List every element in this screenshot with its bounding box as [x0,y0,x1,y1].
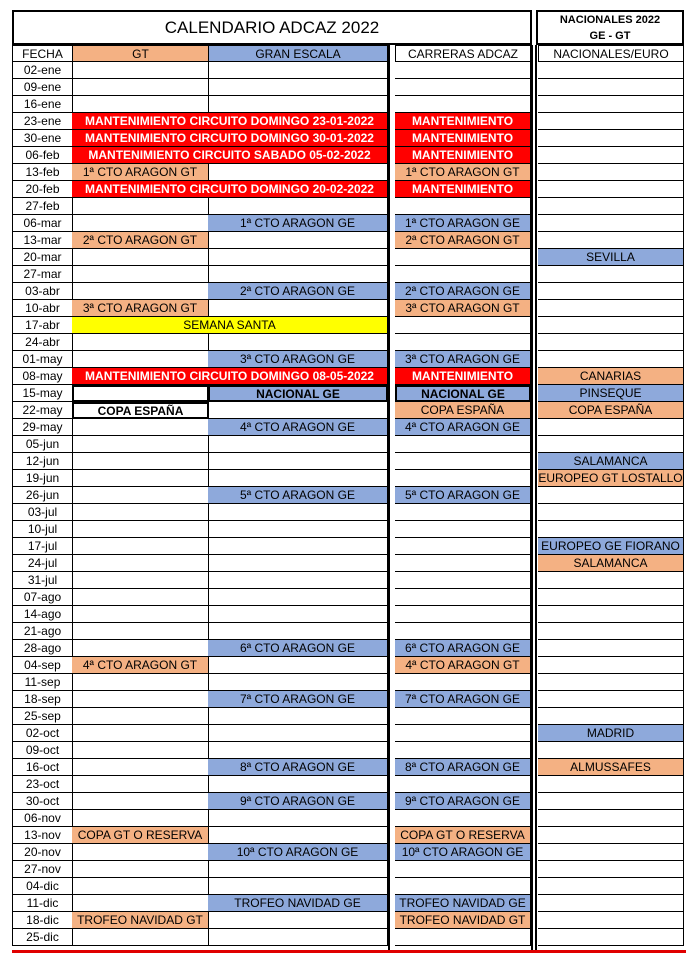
column-divider [535,45,537,950]
gt-cell: 2ª CTO ARAGON GT [72,232,209,249]
date-cell: 10-jul [12,521,73,538]
nacionales-cell [538,351,684,368]
gran-escala-cell: TROFEO NAVIDAD GE [208,895,388,912]
carreras-cell: 2ª CTO ARAGON GT [395,232,531,249]
gt-cell [72,759,209,776]
date-cell: 13-feb [12,164,73,181]
carreras-cell [395,623,531,640]
gt-cell [72,62,209,79]
gran-escala-cell [208,674,388,691]
gt-cell [72,572,209,589]
carreras-cell [395,589,531,606]
header-gran-escala-label: GRAN ESCALA [255,46,341,61]
gran-escala-cell [208,453,388,470]
nacionales-cell [538,912,684,929]
gt-cell [72,351,209,368]
carreras-cell [395,79,531,96]
gt-cell [72,691,209,708]
date-cell: 03-jul [12,504,73,521]
nacionales-cell [538,810,684,827]
gt-cell [72,861,209,878]
date-cell: 01-may [12,351,73,368]
gt-cell: 4ª CTO ARAGON GT [72,657,209,674]
carreras-cell [395,62,531,79]
gt-cell [72,521,209,538]
carreras-cell: MANTENIMIENTO [395,368,531,385]
carreras-cell [395,317,531,334]
carreras-cell [395,810,531,827]
gran-escala-cell: 1ª CTO ARAGON GE [208,215,388,232]
gran-escala-cell: 4ª CTO ARAGON GE [208,419,388,436]
date-cell: 24-abr [12,334,73,351]
gran-escala-cell [208,589,388,606]
gt-cell [72,198,209,215]
date-cell: 22-may [12,402,73,419]
gran-escala-cell: 3ª CTO ARAGON GE [208,351,388,368]
carreras-cell: 3ª CTO ARAGON GT [395,300,531,317]
carreras-cell [395,521,531,538]
nacionales-cell [538,742,684,759]
carreras-cell [395,266,531,283]
date-cell: 30-oct [12,793,73,810]
carreras-cell: 5ª CTO ARAGON GE [395,487,531,504]
gran-escala-cell: 10ª CTO ARAGON GE [208,844,388,861]
gt-cell [72,419,209,436]
date-cell: 23-oct [12,776,73,793]
event-span-cell: MANTENIMIENTO CIRCUITO SABADO 05-02-2022 [72,147,388,164]
date-cell: 23-ene [12,113,73,130]
nacionales-cell [538,623,684,640]
gt-cell [72,538,209,555]
header-carreras-label: CARRERAS ADCAZ [407,46,519,61]
date-cell: 29-may [12,419,73,436]
date-cell: 10-abr [12,300,73,317]
footer-rule [12,950,686,953]
nacionales-cell [538,793,684,810]
nacionales-cell: MADRID [538,725,684,742]
gran-escala-cell: 9ª CTO ARAGON GE [208,793,388,810]
gt-cell: COPA ESPAÑA [72,402,209,419]
carreras-cell: 9ª CTO ARAGON GE [395,793,531,810]
nacionales-cell [538,198,684,215]
date-cell: 19-jun [12,470,73,487]
gt-cell [72,96,209,113]
carreras-cell [395,96,531,113]
event-span-cell: SEMANA SANTA [72,317,388,334]
carreras-cell: 7ª CTO ARAGON GE [395,691,531,708]
gran-escala-cell [208,232,388,249]
gran-escala-cell [208,776,388,793]
nacionales-cell [538,232,684,249]
gran-escala-cell [208,504,388,521]
gt-cell: 1ª CTO ARAGON GT [72,164,209,181]
event-span-cell: MANTENIMIENTO CIRCUITO DOMINGO 20-02-2022 [72,181,388,198]
carreras-cell [395,929,531,946]
nacionales-cell [538,606,684,623]
nacionales-cell [538,691,684,708]
nacionales-cell [538,878,684,895]
date-cell: 31-jul [12,572,73,589]
nacionales-cell [538,504,684,521]
gran-escala-cell [208,555,388,572]
carreras-cell [395,504,531,521]
gt-cell [72,793,209,810]
date-cell: 09-ene [12,79,73,96]
nacionales-cell: ALMUSSAFES [538,759,684,776]
gt-cell [72,606,209,623]
nacionales-cell: SALAMANCA [538,453,684,470]
nacionales-cell [538,181,684,198]
nacionales-title [536,10,684,45]
carreras-cell: 4ª CTO ARAGON GE [395,419,531,436]
column-divider [531,45,533,950]
date-cell: 02-oct [12,725,73,742]
carreras-cell [395,436,531,453]
nacionales-cell: SALAMANCA [538,555,684,572]
nacionales-cell: CANARIAS [538,368,684,385]
nacionales-cell [538,657,684,674]
nacionales-cell [538,487,684,504]
gran-escala-cell [208,436,388,453]
carreras-cell: NACIONAL GE [395,385,531,402]
gran-escala-cell [208,912,388,929]
date-cell: 18-sep [12,691,73,708]
date-cell: 17-abr [12,317,73,334]
nacionales-cell [538,147,684,164]
gran-escala-cell: 5ª CTO ARAGON GE [208,487,388,504]
gran-escala-cell [208,708,388,725]
gran-escala-cell [208,861,388,878]
nacionales-cell: COPA ESPAÑA [538,402,684,419]
gran-escala-cell [208,521,388,538]
date-cell: 27-nov [12,861,73,878]
gt-cell [72,266,209,283]
event-span-cell: MANTENIMIENTO CIRCUITO DOMINGO 30-01-2022 [72,130,388,147]
nacionales-cell [538,79,684,96]
date-cell: 27-feb [12,198,73,215]
gran-escala-cell [208,725,388,742]
gran-escala-cell [208,164,388,181]
nacionales-cell [538,776,684,793]
carreras-cell [395,555,531,572]
gt-cell [72,623,209,640]
gran-escala-cell [208,402,388,419]
nacionales-cell [538,895,684,912]
gran-escala-cell [208,62,388,79]
gt-cell [72,504,209,521]
header-carreras [395,45,531,62]
gt-cell [72,725,209,742]
gran-escala-cell [208,929,388,946]
carreras-cell: MANTENIMIENTO [395,113,531,130]
date-cell: 20-mar [12,249,73,266]
gt-cell [72,708,209,725]
date-cell: 12-jun [12,453,73,470]
nacionales-cell: EUROPEO GE FIORANO [538,538,684,555]
nacionales-cell [538,436,684,453]
carreras-cell [395,606,531,623]
gt-cell [72,810,209,827]
nacionales-cell [538,300,684,317]
carreras-cell: MANTENIMIENTO [395,147,531,164]
date-cell: 21-ago [12,623,73,640]
gran-escala-cell [208,266,388,283]
calendar-title-text: CALENDARIO ADCAZ 2022 [164,17,380,37]
gran-escala-cell: 7ª CTO ARAGON GE [208,691,388,708]
gran-escala-cell [208,249,388,266]
gt-cell [72,555,209,572]
header-fecha-label: FECHA [22,46,63,61]
carreras-cell [395,249,531,266]
gran-escala-cell [208,334,388,351]
gt-cell [72,776,209,793]
carreras-cell [395,572,531,589]
date-cell: 17-jul [12,538,73,555]
nacionales-cell [538,827,684,844]
nacionales-cell: EUROPEO GT LOSTALLO [538,471,683,485]
date-cell: 18-dic [12,912,73,929]
gt-cell [72,929,209,946]
gt-cell [72,844,209,861]
carreras-cell [395,453,531,470]
calendar-title [12,10,532,45]
date-cell: 28-ago [12,640,73,657]
nacionales-cell [538,640,684,657]
gt-cell [72,895,209,912]
gt-cell [72,470,209,487]
carreras-cell [395,708,531,725]
date-cell: 05-jun [12,436,73,453]
date-cell: 04-dic [12,878,73,895]
carreras-cell [395,861,531,878]
gt-cell [72,436,209,453]
gt-cell [72,589,209,606]
nacionales-cell [538,266,684,283]
event-span-cell: MANTENIMIENTO CIRCUITO DOMINGO 08-05-2022 [72,368,388,385]
gran-escala-cell [208,827,388,844]
header-nacionales [538,45,684,62]
gt-cell [72,215,209,232]
gran-escala-cell [208,538,388,555]
gt-cell [72,674,209,691]
gt-cell: 3ª CTO ARAGON GT [72,300,209,317]
gran-escala-cell [208,810,388,827]
nacionales-cell [538,572,684,589]
date-cell: 07-ago [12,589,73,606]
nacionales-cell [538,589,684,606]
column-divider [388,45,390,950]
gt-cell: COPA GT O RESERVA [72,827,209,844]
date-cell: 06-mar [12,215,73,232]
date-cell: 03-abr [12,283,73,300]
carreras-cell: TROFEO NAVIDAD GT [395,912,531,929]
header-nacionales-label: NACIONALES/EURO [553,46,669,61]
nacionales-cell [538,334,684,351]
nacionales-cell [538,283,684,300]
gt-cell: TROFEO NAVIDAD GT [72,912,209,929]
gran-escala-cell [208,198,388,215]
date-cell: 06-nov [12,810,73,827]
date-cell: 16-ene [12,96,73,113]
carreras-cell: 3ª CTO ARAGON GE [395,351,531,368]
carreras-cell: COPA GT O RESERVA [395,827,531,844]
carreras-cell [395,470,531,487]
carreras-cell [395,742,531,759]
date-cell: 25-dic [12,929,73,946]
date-cell: 26-jun [12,487,73,504]
carreras-cell: 10ª CTO ARAGON GE [395,844,531,861]
nacionales-cell: SEVILLA [538,249,684,266]
date-cell: 25-sep [12,708,73,725]
date-cell: 13-nov [12,827,73,844]
carreras-cell: 6ª CTO ARAGON GE [395,640,531,657]
date-cell: 13-mar [12,232,73,249]
gran-escala-cell [208,742,388,759]
date-cell: 20-feb [12,181,73,198]
nacionales-title-line2: GE - GT [589,29,631,42]
nacionales-cell [538,62,684,79]
gran-escala-cell [208,300,388,317]
date-cell: 11-dic [12,895,73,912]
header-fecha [12,45,73,62]
gran-escala-cell [208,878,388,895]
carreras-cell: 8ª CTO ARAGON GE [395,759,531,776]
nacionales-cell [538,164,684,181]
carreras-cell: 4ª CTO ARAGON GT [395,657,531,674]
date-cell: 16-oct [12,759,73,776]
date-cell: 04-sep [12,657,73,674]
carreras-cell [395,538,531,555]
carreras-cell [395,334,531,351]
gran-escala-cell [208,470,388,487]
gt-cell [72,249,209,266]
nacionales-cell [538,521,684,538]
nacionales-cell [538,113,684,130]
gran-escala-cell [208,96,388,113]
gt-cell [72,334,209,351]
date-cell: 11-sep [12,674,73,691]
nacionales-cell: PINSEQUE [538,385,684,402]
carreras-cell [395,776,531,793]
carreras-cell [395,878,531,895]
carreras-cell [395,198,531,215]
carreras-cell: 1ª CTO ARAGON GE [395,215,531,232]
gt-cell [72,742,209,759]
gran-escala-cell [208,657,388,674]
carreras-cell: COPA ESPAÑA [395,402,531,419]
date-cell: 24-jul [12,555,73,572]
nacionales-cell [538,708,684,725]
header-gt-label: GT [132,46,149,61]
date-cell: 15-may [12,385,73,402]
carreras-cell: TROFEO NAVIDAD GE [395,895,531,912]
date-cell: 14-ago [12,606,73,623]
gt-cell [72,283,209,300]
nacionales-cell [538,317,684,334]
carreras-cell [395,674,531,691]
carreras-cell: 1ª CTO ARAGON GT [395,164,531,181]
carreras-cell: MANTENIMIENTO [395,130,531,147]
date-cell: 09-oct [12,742,73,759]
nacionales-cell [538,674,684,691]
gran-escala-cell [208,606,388,623]
event-span-cell: MANTENIMIENTO CIRCUITO DOMINGO 23-01-2022 [72,113,388,130]
date-cell: 06-feb [12,147,73,164]
gran-escala-cell [208,79,388,96]
carreras-cell: 2ª CTO ARAGON GE [395,283,531,300]
nacionales-cell [538,215,684,232]
gt-cell [72,640,209,657]
gt-cell [72,79,209,96]
date-cell: 27-mar [12,266,73,283]
gran-escala-cell [208,623,388,640]
gran-escala-cell [208,572,388,589]
nacionales-cell [538,929,684,946]
date-cell: 20-nov [12,844,73,861]
nacionales-cell [538,844,684,861]
date-cell: 30-ene [12,130,73,147]
nacionales-cell [538,419,684,436]
gran-escala-cell: 2ª CTO ARAGON GE [208,283,388,300]
gt-cell [72,453,209,470]
nacionales-title-line1: NACIONALES 2022 [559,13,661,26]
carreras-cell: MANTENIMIENTO [395,181,531,198]
gt-cell [72,487,209,504]
header-gt [72,45,209,62]
gt-cell [72,878,209,895]
gran-escala-cell: 8ª CTO ARAGON GE [208,759,388,776]
gt-cell [72,385,209,402]
date-cell: 08-may [12,368,73,385]
nacionales-cell [538,96,684,113]
nacionales-cell [538,861,684,878]
date-cell: 02-ene [12,62,73,79]
gran-escala-cell: NACIONAL GE [208,385,388,402]
gran-escala-cell: 6ª CTO ARAGON GE [208,640,388,657]
header-gran-escala [208,45,388,62]
carreras-cell [395,725,531,742]
nacionales-cell [538,130,684,147]
